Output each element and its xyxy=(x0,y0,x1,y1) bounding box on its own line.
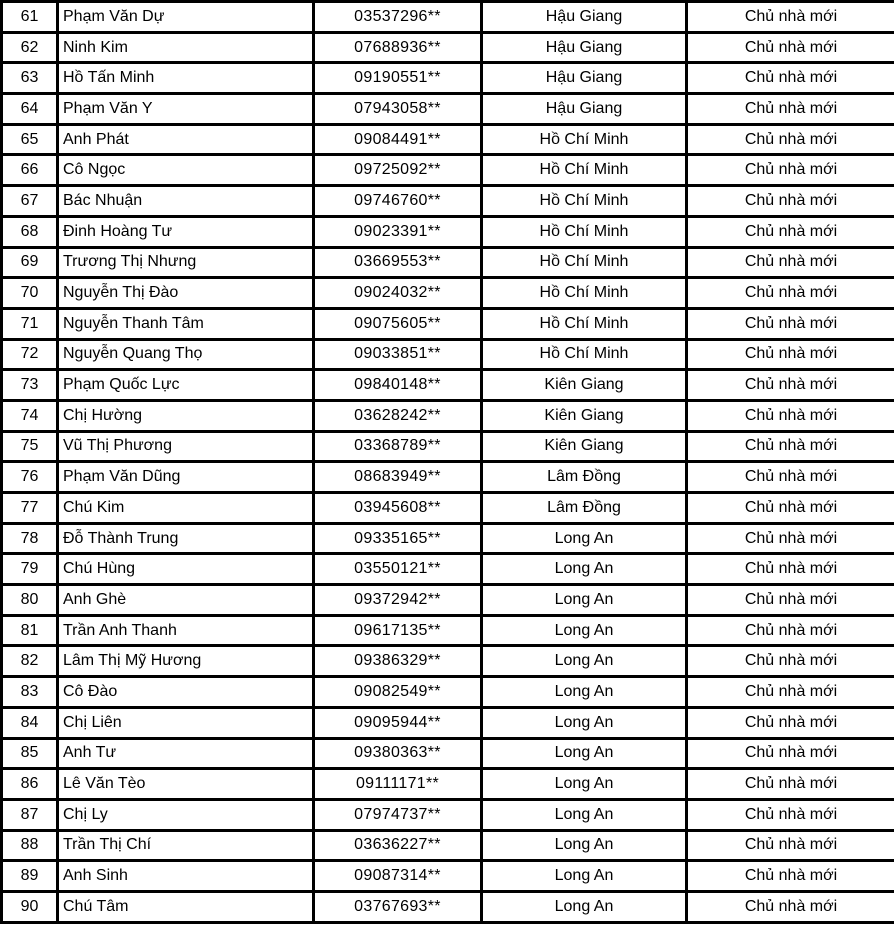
table-row xyxy=(2,554,894,585)
name-cell: Trần Anh Thanh xyxy=(58,615,314,646)
phone-cell: 09335165** xyxy=(314,523,482,554)
province-cell: Hậu Giang xyxy=(482,63,687,94)
row-number-cell: 79 xyxy=(2,554,58,585)
row-number-cell: 68 xyxy=(2,216,58,247)
name-cell: Bác Nhuận xyxy=(58,186,314,217)
table-row xyxy=(2,186,894,217)
table-row xyxy=(2,830,894,861)
row-number-cell: 70 xyxy=(2,278,58,309)
row-number-cell: 89 xyxy=(2,861,58,892)
table-row xyxy=(2,891,894,922)
table-row xyxy=(2,400,894,431)
row-number-cell: 64 xyxy=(2,94,58,125)
province-cell: Long An xyxy=(482,677,687,708)
phone-cell: 09033851** xyxy=(314,339,482,370)
phone-cell: 09725092** xyxy=(314,155,482,186)
status-cell: Chủ nhà mới xyxy=(687,707,894,738)
status-cell: Chủ nhà mới xyxy=(687,247,894,278)
name-cell: Nguyễn Quang Thọ xyxy=(58,339,314,370)
row-number-cell: 72 xyxy=(2,339,58,370)
table-row xyxy=(2,431,894,462)
row-number-cell: 63 xyxy=(2,63,58,94)
contact-table-body xyxy=(2,2,894,923)
province-cell: Long An xyxy=(482,830,687,861)
status-cell: Chủ nhà mới xyxy=(687,891,894,922)
name-cell: Trần Thị Chí xyxy=(58,830,314,861)
province-cell: Lâm Đồng xyxy=(482,462,687,493)
province-cell: Long An xyxy=(482,523,687,554)
province-cell: Hậu Giang xyxy=(482,32,687,63)
table-row xyxy=(2,861,894,892)
phone-cell: 09082549** xyxy=(314,677,482,708)
table-row xyxy=(2,278,894,309)
name-cell: Chị Liên xyxy=(58,707,314,738)
row-number-cell: 73 xyxy=(2,370,58,401)
province-cell: Hồ Chí Minh xyxy=(482,339,687,370)
table-row xyxy=(2,63,894,94)
table-row xyxy=(2,677,894,708)
table-row xyxy=(2,370,894,401)
table-row xyxy=(2,2,894,33)
phone-cell: 03368789** xyxy=(314,431,482,462)
province-cell: Long An xyxy=(482,707,687,738)
province-cell: Hồ Chí Minh xyxy=(482,216,687,247)
phone-cell: 09095944** xyxy=(314,707,482,738)
status-cell: Chủ nhà mới xyxy=(687,370,894,401)
row-number-cell: 88 xyxy=(2,830,58,861)
province-cell: Long An xyxy=(482,861,687,892)
name-cell: Lâm Thị Mỹ Hương xyxy=(58,646,314,677)
phone-cell: 03636227** xyxy=(314,830,482,861)
phone-cell: 09840148** xyxy=(314,370,482,401)
phone-cell: 03669553** xyxy=(314,247,482,278)
name-cell: Anh Ghè xyxy=(58,585,314,616)
name-cell: Cô Ngọc xyxy=(58,155,314,186)
phone-cell: 09023391** xyxy=(314,216,482,247)
province-cell: Lâm Đồng xyxy=(482,493,687,524)
table-row xyxy=(2,615,894,646)
table-row xyxy=(2,308,894,339)
province-cell: Hồ Chí Minh xyxy=(482,247,687,278)
status-cell: Chủ nhà mới xyxy=(687,278,894,309)
status-cell: Chủ nhà mới xyxy=(687,32,894,63)
phone-cell: 09190551** xyxy=(314,63,482,94)
phone-cell: 08683949** xyxy=(314,462,482,493)
status-cell: Chủ nhà mới xyxy=(687,431,894,462)
name-cell: Hồ Tấn Minh xyxy=(58,63,314,94)
status-cell: Chủ nhà mới xyxy=(687,186,894,217)
province-cell: Long An xyxy=(482,799,687,830)
province-cell: Long An xyxy=(482,891,687,922)
phone-cell: 07943058** xyxy=(314,94,482,125)
name-cell: Chú Hùng xyxy=(58,554,314,585)
table-row xyxy=(2,799,894,830)
phone-cell: 09617135** xyxy=(314,615,482,646)
phone-cell: 03767693** xyxy=(314,891,482,922)
province-cell: Kiên Giang xyxy=(482,400,687,431)
status-cell: Chủ nhà mới xyxy=(687,523,894,554)
table-row xyxy=(2,493,894,524)
name-cell: Đinh Hoàng Tư xyxy=(58,216,314,247)
name-cell: Anh Tư xyxy=(58,738,314,769)
row-number-cell: 81 xyxy=(2,615,58,646)
phone-cell: 03537296** xyxy=(314,2,482,33)
name-cell: Anh Phát xyxy=(58,124,314,155)
table-row xyxy=(2,646,894,677)
name-cell: Vũ Thị Phương xyxy=(58,431,314,462)
status-cell: Chủ nhà mới xyxy=(687,400,894,431)
row-number-cell: 77 xyxy=(2,493,58,524)
phone-cell: 09380363** xyxy=(314,738,482,769)
status-cell: Chủ nhà mới xyxy=(687,216,894,247)
name-cell: Cô Đào xyxy=(58,677,314,708)
status-cell: Chủ nhà mới xyxy=(687,585,894,616)
province-cell: Kiên Giang xyxy=(482,370,687,401)
row-number-cell: 85 xyxy=(2,738,58,769)
phone-cell: 03628242** xyxy=(314,400,482,431)
phone-cell: 07974737** xyxy=(314,799,482,830)
name-cell: Chị Hường xyxy=(58,400,314,431)
table-row xyxy=(2,94,894,125)
row-number-cell: 69 xyxy=(2,247,58,278)
province-cell: Hồ Chí Minh xyxy=(482,278,687,309)
table-row xyxy=(2,769,894,800)
row-number-cell: 71 xyxy=(2,308,58,339)
status-cell: Chủ nhà mới xyxy=(687,861,894,892)
province-cell: Long An xyxy=(482,738,687,769)
name-cell: Trương Thị Nhưng xyxy=(58,247,314,278)
phone-cell: 09087314** xyxy=(314,861,482,892)
name-cell: Chị Ly xyxy=(58,799,314,830)
phone-cell: 03945608** xyxy=(314,493,482,524)
status-cell: Chủ nhà mới xyxy=(687,769,894,800)
province-cell: Long An xyxy=(482,769,687,800)
status-cell: Chủ nhà mới xyxy=(687,2,894,33)
province-cell: Hồ Chí Minh xyxy=(482,308,687,339)
status-cell: Chủ nhà mới xyxy=(687,738,894,769)
phone-cell: 09084491** xyxy=(314,124,482,155)
table-row xyxy=(2,339,894,370)
status-cell: Chủ nhà mới xyxy=(687,615,894,646)
row-number-cell: 82 xyxy=(2,646,58,677)
row-number-cell: 74 xyxy=(2,400,58,431)
row-number-cell: 61 xyxy=(2,2,58,33)
name-cell: Phạm Quốc Lực xyxy=(58,370,314,401)
province-cell: Long An xyxy=(482,585,687,616)
row-number-cell: 67 xyxy=(2,186,58,217)
row-number-cell: 76 xyxy=(2,462,58,493)
table-row xyxy=(2,585,894,616)
status-cell: Chủ nhà mới xyxy=(687,554,894,585)
status-cell: Chủ nhà mới xyxy=(687,339,894,370)
status-cell: Chủ nhà mới xyxy=(687,677,894,708)
province-cell: Hồ Chí Minh xyxy=(482,186,687,217)
row-number-cell: 75 xyxy=(2,431,58,462)
status-cell: Chủ nhà mới xyxy=(687,308,894,339)
table-row xyxy=(2,523,894,554)
table-row xyxy=(2,155,894,186)
phone-cell: 03550121** xyxy=(314,554,482,585)
name-cell: Ninh Kim xyxy=(58,32,314,63)
phone-cell: 09372942** xyxy=(314,585,482,616)
status-cell: Chủ nhà mới xyxy=(687,493,894,524)
province-cell: Hậu Giang xyxy=(482,94,687,125)
phone-cell: 09386329** xyxy=(314,646,482,677)
row-number-cell: 78 xyxy=(2,523,58,554)
table-row xyxy=(2,247,894,278)
row-number-cell: 90 xyxy=(2,891,58,922)
status-cell: Chủ nhà mới xyxy=(687,830,894,861)
row-number-cell: 80 xyxy=(2,585,58,616)
status-cell: Chủ nhà mới xyxy=(687,799,894,830)
table-row xyxy=(2,738,894,769)
status-cell: Chủ nhà mới xyxy=(687,94,894,125)
status-cell: Chủ nhà mới xyxy=(687,155,894,186)
name-cell: Chú Kim xyxy=(58,493,314,524)
status-cell: Chủ nhà mới xyxy=(687,63,894,94)
province-cell: Long An xyxy=(482,646,687,677)
row-number-cell: 62 xyxy=(2,32,58,63)
name-cell: Phạm Văn Dự xyxy=(58,2,314,33)
name-cell: Nguyễn Thị Đào xyxy=(58,278,314,309)
row-number-cell: 86 xyxy=(2,769,58,800)
row-number-cell: 84 xyxy=(2,707,58,738)
name-cell: Nguyễn Thanh Tâm xyxy=(58,308,314,339)
status-cell: Chủ nhà mới xyxy=(687,462,894,493)
status-cell: Chủ nhà mới xyxy=(687,124,894,155)
row-number-cell: 83 xyxy=(2,677,58,708)
phone-cell: 09111171** xyxy=(314,769,482,800)
row-number-cell: 66 xyxy=(2,155,58,186)
status-cell: Chủ nhà mới xyxy=(687,646,894,677)
phone-cell: 09024032** xyxy=(314,278,482,309)
name-cell: Phạm Văn Y xyxy=(58,94,314,125)
phone-cell: 09075605** xyxy=(314,308,482,339)
province-cell: Long An xyxy=(482,615,687,646)
province-cell: Hồ Chí Minh xyxy=(482,124,687,155)
table-row xyxy=(2,216,894,247)
province-cell: Hậu Giang xyxy=(482,2,687,33)
phone-cell: 07688936** xyxy=(314,32,482,63)
table-row xyxy=(2,707,894,738)
phone-cell: 09746760** xyxy=(314,186,482,217)
name-cell: Phạm Văn Dũng xyxy=(58,462,314,493)
row-number-cell: 65 xyxy=(2,124,58,155)
name-cell: Đỗ Thành Trung xyxy=(58,523,314,554)
name-cell: Anh Sinh xyxy=(58,861,314,892)
name-cell: Lê Văn Tèo xyxy=(58,769,314,800)
row-number-cell: 87 xyxy=(2,799,58,830)
province-cell: Long An xyxy=(482,554,687,585)
table-row xyxy=(2,124,894,155)
table-row xyxy=(2,32,894,63)
province-cell: Kiên Giang xyxy=(482,431,687,462)
table-row xyxy=(2,462,894,493)
province-cell: Hồ Chí Minh xyxy=(482,155,687,186)
name-cell: Chú Tâm xyxy=(58,891,314,922)
